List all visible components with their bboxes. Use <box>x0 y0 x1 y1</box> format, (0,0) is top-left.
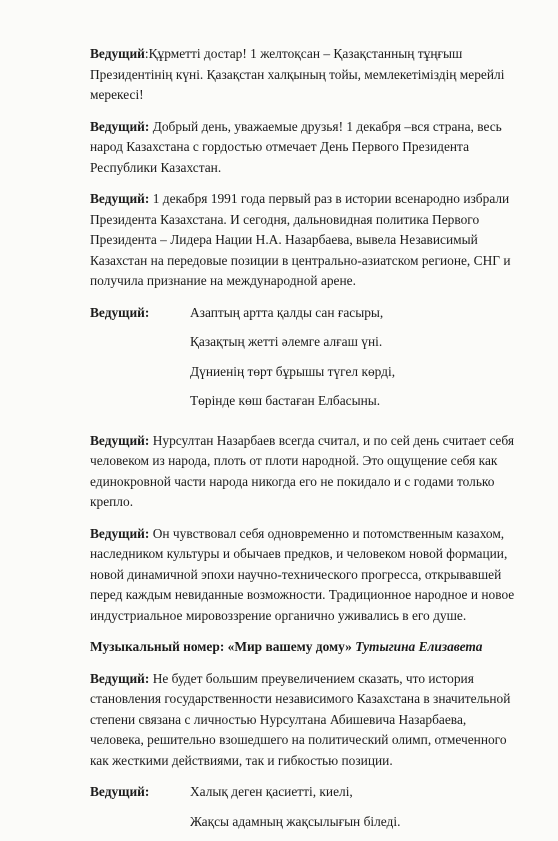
paragraph-3 <box>90 189 518 292</box>
speaker-label: Ведущий: <box>90 304 150 320</box>
performer-name: Тутыгина Елизавета <box>351 639 483 654</box>
paragraph-text: Он чувствовал себя одновременно и потомственным казахом, наследником культуры и обычаев предков, и человеком новой формации, новой динамичной эпохи научно-технического прогресса, открывавшей перед каждым невиданные возможности. Традиционное народное и новое индустриальное мировоззрение органично уживались в его душе. <box>90 525 515 623</box>
music-number <box>90 637 518 658</box>
speaker-label: Ведущий: <box>90 784 150 799</box>
poem-line: Дүниенің төрт бұрышы түгел көрді, <box>190 363 396 379</box>
paragraph-1 <box>90 44 518 106</box>
poem-line: Халық деген қасиетті, киелі, <box>190 784 353 799</box>
paragraph-text: Добрый день, уважаемые друзья! 1 декабря –вся страна, весь народ Казахстана с гордостью отмечает День Первого Президента Республики Казахстан. <box>90 118 502 175</box>
paragraph-6 <box>90 669 518 772</box>
paragraph-text: 1 декабря 1991 года первый раз в истории всенародно избрали Президента Казахстана. И сегодня, дальновидная политика Первого Президента – Лидера Нации Н.А. Назарбаева, вывела Независимый Казахстан на передовые позиции в центрально-азиатском регионе, СНГ и получила признание на международной арене. <box>90 191 511 288</box>
poem-line: Азаптың артта қалды сан ғасыры, <box>190 304 384 320</box>
speaker-label: Ведущий: <box>90 670 150 686</box>
speaker-label: Ведущий: <box>90 432 150 448</box>
speaker-label: Ведущий: <box>90 191 150 206</box>
speaker-label: Ведущий: <box>90 525 150 541</box>
poem-line: Жақсы адамның жақсылығын біледі. <box>190 813 401 829</box>
paragraph-text: :Құрметті достар! 1 желтоқсан – Қазақстанның тұңғыш Президентінің күні. Қазақстан халқының тойы, мемлекетіміздің мерейлі мерекесі! <box>90 46 505 102</box>
speaker-label: Ведущий: <box>90 118 150 134</box>
music-label: Музыкальный номер: «Мир вашему дому» <box>90 639 352 654</box>
poem-line: Төрінде көш бастаған Елбасыны. <box>190 393 381 408</box>
poem-block-2 <box>90 782 518 841</box>
paragraph-4 <box>90 431 518 513</box>
paragraph-text: Не будет большим преувеличением сказать, что история становления государственности независимого Казахстана в значительной степени связана с личностью Нурсултана Абишевича Назарбаева, человека, решительно взошедшего на политический олимп, отмеченного как жесткими действиями, так и гибкостью позиции. <box>90 670 511 768</box>
poem-block-1 <box>90 303 518 421</box>
speaker-label: Ведущий <box>90 46 145 61</box>
poem-lines <box>190 782 518 841</box>
paragraph-2 <box>90 117 518 179</box>
poem-lines <box>190 303 518 421</box>
paragraph-text: Нурсултан Назарбаев всегда считал, и по сей день считает себя человеком из народа, плоть от плоти народной. Это ощущение себя как единокровной части народа никогда его не покидало и с годами только крепло. <box>90 432 515 509</box>
paragraph-5 <box>90 524 518 627</box>
poem-line: Қазақтың жетті әлемге алғаш үні. <box>190 334 383 349</box>
